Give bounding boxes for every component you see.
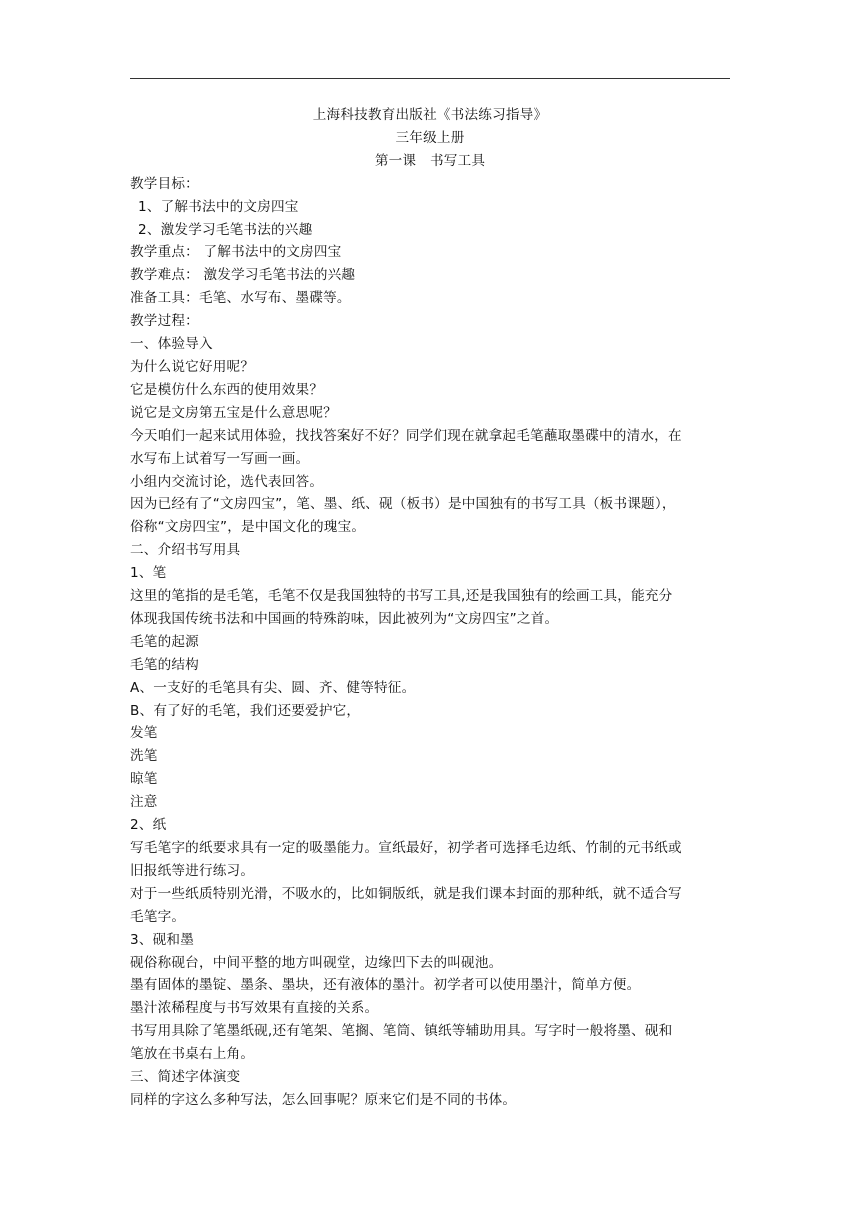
- paragraph-line: 写毛笔字的纸要求具有一定的吸墨能力。宣纸最好，初学者可选择毛边纸、竹制的元书纸或: [130, 840, 682, 856]
- publisher-title: 上海科技教育出版社《书法练习指导》: [312, 107, 548, 123]
- header-rule: [130, 78, 730, 79]
- subsection-heading: 3、砚和墨: [130, 931, 195, 948]
- lesson-title: 第一课 书写工具: [374, 152, 486, 169]
- paragraph-line: 俗称“文房四宝”，是中国文化的瑰宝。: [130, 519, 366, 536]
- paragraph-line: 晾笔: [130, 771, 158, 788]
- paragraph-line: 毛笔字。: [130, 908, 186, 925]
- paragraph-line: 注意: [130, 794, 158, 811]
- paragraph-line: 这里的笔指的是毛笔，毛笔不仅是我国独特的书写工具,还是我国独有的绘画工具，能充分: [130, 588, 673, 605]
- paragraph-line: 教学难点： 激发学习毛笔书法的兴趣: [130, 267, 356, 284]
- paragraph-line: 毛笔的起源: [130, 633, 199, 650]
- paragraph-line: 体现我国传统书法和中国画的特殊韵味，因此被列为“文房四宝”之首。: [130, 610, 559, 627]
- paragraph-line: 教学重点： 了解书法中的文房四宝: [130, 244, 342, 261]
- paragraph-line: 准备工具：毛笔、水写布、墨碟等。: [130, 290, 351, 307]
- paragraph-line: 砚俗称砚台，中间平整的地方叫砚堂，边缘凹下去的叫砚池。: [130, 954, 503, 971]
- paragraph-line: 1、了解书法中的文房四宝: [138, 198, 299, 215]
- paragraph-line: 2、激发学习毛笔书法的兴趣: [138, 221, 313, 238]
- paragraph-line: 墨汁浓稀程度与书写效果有直接的关系。: [130, 1000, 379, 1017]
- paragraph-line: 为什么说它好用呢？: [130, 358, 255, 375]
- paragraph-line: A、一支好的毛笔具有尖、圆、齐、健等特征。: [130, 679, 416, 696]
- paragraph-line: B、有了好的毛笔，我们还要爱护它，: [130, 702, 361, 719]
- paragraph-line: 对于一些纸质特别光滑，不吸水的，比如铜版纸，就是我们课本封面的那种纸，就不适合写: [130, 885, 682, 902]
- section-heading: 三、简述字体演变: [130, 1069, 241, 1086]
- paragraph-line: 发笔: [130, 725, 158, 742]
- subsection-heading: 2、纸: [130, 817, 167, 834]
- grade-title: 三年级上册: [395, 129, 465, 146]
- document-body: [130, 104, 730, 1112]
- section-heading: 一、体验导入: [130, 336, 213, 353]
- paragraph-line: 笔放在书桌右上角。: [130, 1046, 255, 1063]
- paragraph-line: 说它是文房第五宝是什么意思呢？: [130, 404, 337, 421]
- section-heading: 二、介绍书写用具: [130, 542, 241, 559]
- paragraph-line: 今天咱们一起来试用体验，找找答案好不好？同学们现在就拿起毛笔蘸取墨碟中的清水，在: [130, 427, 682, 444]
- paragraph-line: 墨有固体的墨锭、墨条、墨块，还有液体的墨汁。初学者可以使用墨汁，简单方便。: [130, 977, 641, 994]
- paragraph-line: 旧报纸等进行练习。: [130, 862, 255, 879]
- paragraph-line: 教学过程：: [130, 313, 199, 330]
- paragraph-line: 教学目标：: [130, 175, 199, 192]
- paragraph-line: 小组内交流讨论，选代表回答。: [130, 473, 324, 490]
- paragraph-line: 书写用具除了笔墨纸砚,还有笔架、笔搁、笔筒、镇纸等辅助用具。写字时一般将墨、砚和: [130, 1023, 673, 1040]
- paragraph-line: 水写布上试着写一写画一画。: [130, 450, 310, 467]
- paragraph-line: 洗笔: [130, 748, 158, 765]
- subsection-heading: 1、笔: [130, 565, 167, 582]
- paragraph-line: 它是模仿什么东西的使用效果？: [130, 381, 324, 398]
- paragraph-line: 毛笔的结构: [130, 656, 199, 673]
- paragraph-line: 因为已经有了“文房四宝”，笔、墨、纸、砚（板书）是中国独有的书写工具（板书课题），: [130, 496, 676, 513]
- paragraph-line: 同样的字这么多种写法，怎么回事呢？原来它们是不同的书体。: [130, 1091, 517, 1108]
